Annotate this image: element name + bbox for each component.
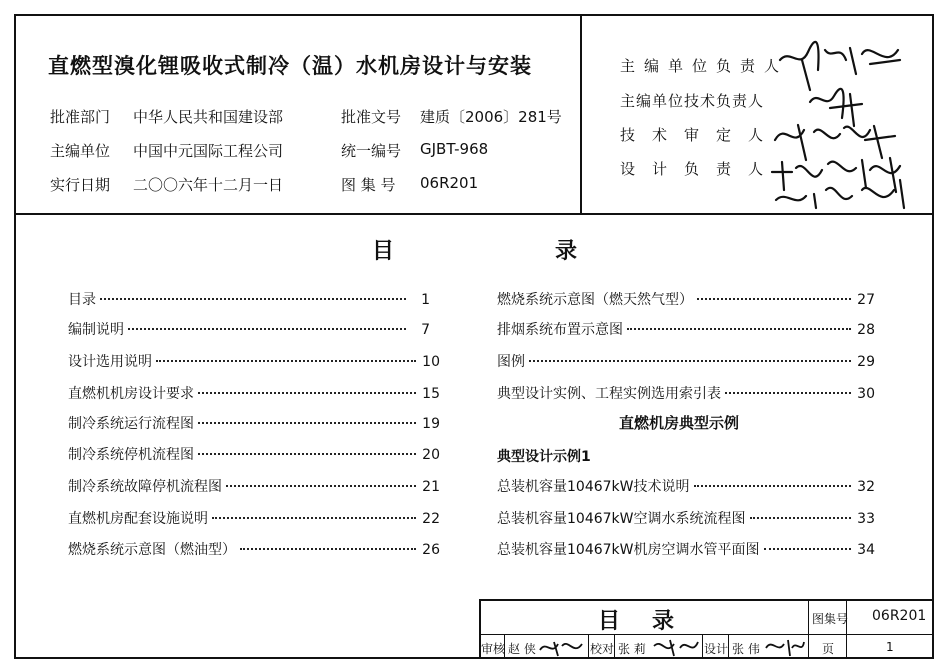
role-technical-review: 技术审定人 xyxy=(620,126,781,144)
toc-item-label: 目录 xyxy=(68,292,96,308)
design-signature-image xyxy=(764,636,806,658)
toc-item-page: 21 xyxy=(422,479,440,495)
toc-item-page: 33 xyxy=(857,511,875,527)
toc-item[interactable] xyxy=(68,444,440,464)
design-name: 张 伟 xyxy=(732,642,760,656)
subsection-heading: 典型设计示例1 xyxy=(497,449,591,465)
toc-item[interactable] xyxy=(497,351,875,371)
toc-item-label: 总装机容量10467kW空调水系统流程图 xyxy=(497,511,746,527)
toc-item-label: 排烟系统布置示意图 xyxy=(497,322,623,338)
toc-item-page: 28 xyxy=(857,322,875,338)
toc-item-label: 直燃机机房设计要求 xyxy=(68,386,194,402)
unified-no: GJBT-968 xyxy=(420,140,489,158)
toc-leader-dots xyxy=(128,328,406,330)
toc-leader-dots xyxy=(697,298,851,300)
section-heading: 直燃机房典型示例 xyxy=(619,414,740,432)
atlas-no-label: 图 集 号 xyxy=(341,176,396,194)
review-name: 赵 侠 xyxy=(508,642,536,656)
toc-item[interactable] xyxy=(497,383,875,403)
approval-doc: 建质〔2006〕281号 xyxy=(420,108,562,126)
toc-item-label: 直燃机房配套设施说明 xyxy=(68,511,208,527)
toc-item[interactable] xyxy=(497,319,875,339)
toc-leader-dots xyxy=(764,548,852,550)
page-value: 1 xyxy=(886,640,894,654)
title-block-col xyxy=(846,599,847,659)
unified-no-label: 统一编号 xyxy=(341,142,402,160)
toc-leader-dots xyxy=(627,328,851,330)
role-chief-editor: 主编单位负责人 xyxy=(620,57,789,75)
toc-item-label: 图例 xyxy=(497,354,525,370)
contents-heading-right: 录 xyxy=(555,239,578,264)
toc-leader-dots xyxy=(529,360,851,362)
toc-item-page: 27 xyxy=(857,292,875,308)
toc-item-page: 30 xyxy=(857,386,875,402)
toc-item[interactable] xyxy=(68,383,440,403)
role-design-lead: 设计负责人 xyxy=(620,160,781,178)
toc-item-page: 26 xyxy=(422,542,440,558)
toc-item-page: 15 xyxy=(422,386,440,402)
toc-item-page: 1 xyxy=(421,292,430,308)
cell-divider xyxy=(614,634,615,659)
document-title: 直燃型溴化锂吸收式制冷（温）水机房设计与安装 xyxy=(48,54,532,78)
header-divider xyxy=(14,213,934,215)
toc-leader-dots xyxy=(725,392,851,394)
toc-item-page: 22 xyxy=(422,511,440,527)
check-signature-image xyxy=(652,636,700,658)
atlas-value: 06R201 xyxy=(872,608,927,624)
toc-item-label: 编制说明 xyxy=(68,322,124,338)
toc-item[interactable] xyxy=(497,289,875,309)
check-name: 张 莉 xyxy=(618,642,646,656)
title-block-divider xyxy=(479,634,934,635)
toc-item-label: 燃烧系统示意图（燃油型） xyxy=(68,542,236,558)
toc-item-page: 19 xyxy=(422,416,440,432)
toc-item[interactable] xyxy=(497,508,875,528)
header-vertical-divider xyxy=(580,14,582,214)
toc-item-page: 29 xyxy=(857,354,875,370)
toc-leader-dots xyxy=(694,485,852,487)
toc-item-page: 32 xyxy=(857,479,875,495)
toc-item[interactable] xyxy=(68,351,440,371)
toc-item-label: 设计选用说明 xyxy=(68,354,152,370)
role-technical-lead: 主编单位技术负责人 xyxy=(620,92,765,110)
toc-leader-dots xyxy=(226,485,416,487)
toc-leader-dots xyxy=(750,517,852,519)
check-label: 校对 xyxy=(590,642,615,656)
toc-item-label: 制冷系统运行流程图 xyxy=(68,416,194,432)
review-label: 审核 xyxy=(481,642,506,656)
design-label: 设计 xyxy=(704,642,729,656)
toc-leader-dots xyxy=(240,548,416,550)
title-block-col xyxy=(808,599,809,659)
toc-item[interactable] xyxy=(68,289,430,309)
title-block-title-right: 录 xyxy=(652,609,675,634)
cell-divider xyxy=(728,634,729,659)
effective-date: 二〇〇六年十二月一日 xyxy=(133,176,284,194)
cell-divider xyxy=(588,634,589,659)
toc-item[interactable] xyxy=(497,539,875,559)
editor-unit-label: 主编单位 xyxy=(50,142,111,160)
contents-heading-left: 目 xyxy=(372,239,395,264)
toc-item[interactable] xyxy=(68,413,440,433)
toc-item[interactable] xyxy=(68,508,440,528)
toc-item[interactable] xyxy=(68,319,430,339)
toc-item[interactable] xyxy=(497,476,875,496)
toc-item-page: 10 xyxy=(422,354,440,370)
effective-date-label: 实行日期 xyxy=(50,176,111,194)
toc-leader-dots xyxy=(198,422,416,424)
toc-item-page: 34 xyxy=(857,542,875,558)
toc-item-page: 20 xyxy=(422,447,440,463)
approval-doc-label: 批准文号 xyxy=(341,108,402,126)
editor-unit: 中国中元国际工程公司 xyxy=(133,142,284,160)
toc-item-label: 制冷系统故障停机流程图 xyxy=(68,479,222,495)
toc-item[interactable] xyxy=(68,476,440,496)
approval-dept-label: 批准部门 xyxy=(50,108,111,126)
signatures-image xyxy=(770,30,920,210)
toc-item-label: 燃烧系统示意图（燃天然气型） xyxy=(497,292,693,308)
toc-leader-dots xyxy=(198,392,416,394)
toc-item-label: 总装机容量10467kW机房空调水管平面图 xyxy=(497,542,760,558)
page-label: 页 xyxy=(822,642,835,656)
toc-leader-dots xyxy=(198,453,416,455)
toc-item-label: 总装机容量10467kW技术说明 xyxy=(497,479,690,495)
cell-divider xyxy=(702,634,703,659)
toc-item-page: 7 xyxy=(421,322,430,338)
toc-item[interactable] xyxy=(68,539,440,559)
review-signature-image xyxy=(538,636,586,658)
title-block-title-left: 目 xyxy=(598,609,621,634)
atlas-no: 06R201 xyxy=(420,174,479,192)
toc-leader-dots xyxy=(100,298,406,300)
title-block-top xyxy=(479,599,934,601)
toc-item-label: 制冷系统停机流程图 xyxy=(68,447,194,463)
toc-item-label: 典型设计实例、工程实例选用索引表 xyxy=(497,386,721,402)
toc-leader-dots xyxy=(212,517,416,519)
approval-dept: 中华人民共和国建设部 xyxy=(133,108,284,126)
toc-leader-dots xyxy=(156,360,416,362)
atlas-label: 图集号 xyxy=(812,612,849,626)
